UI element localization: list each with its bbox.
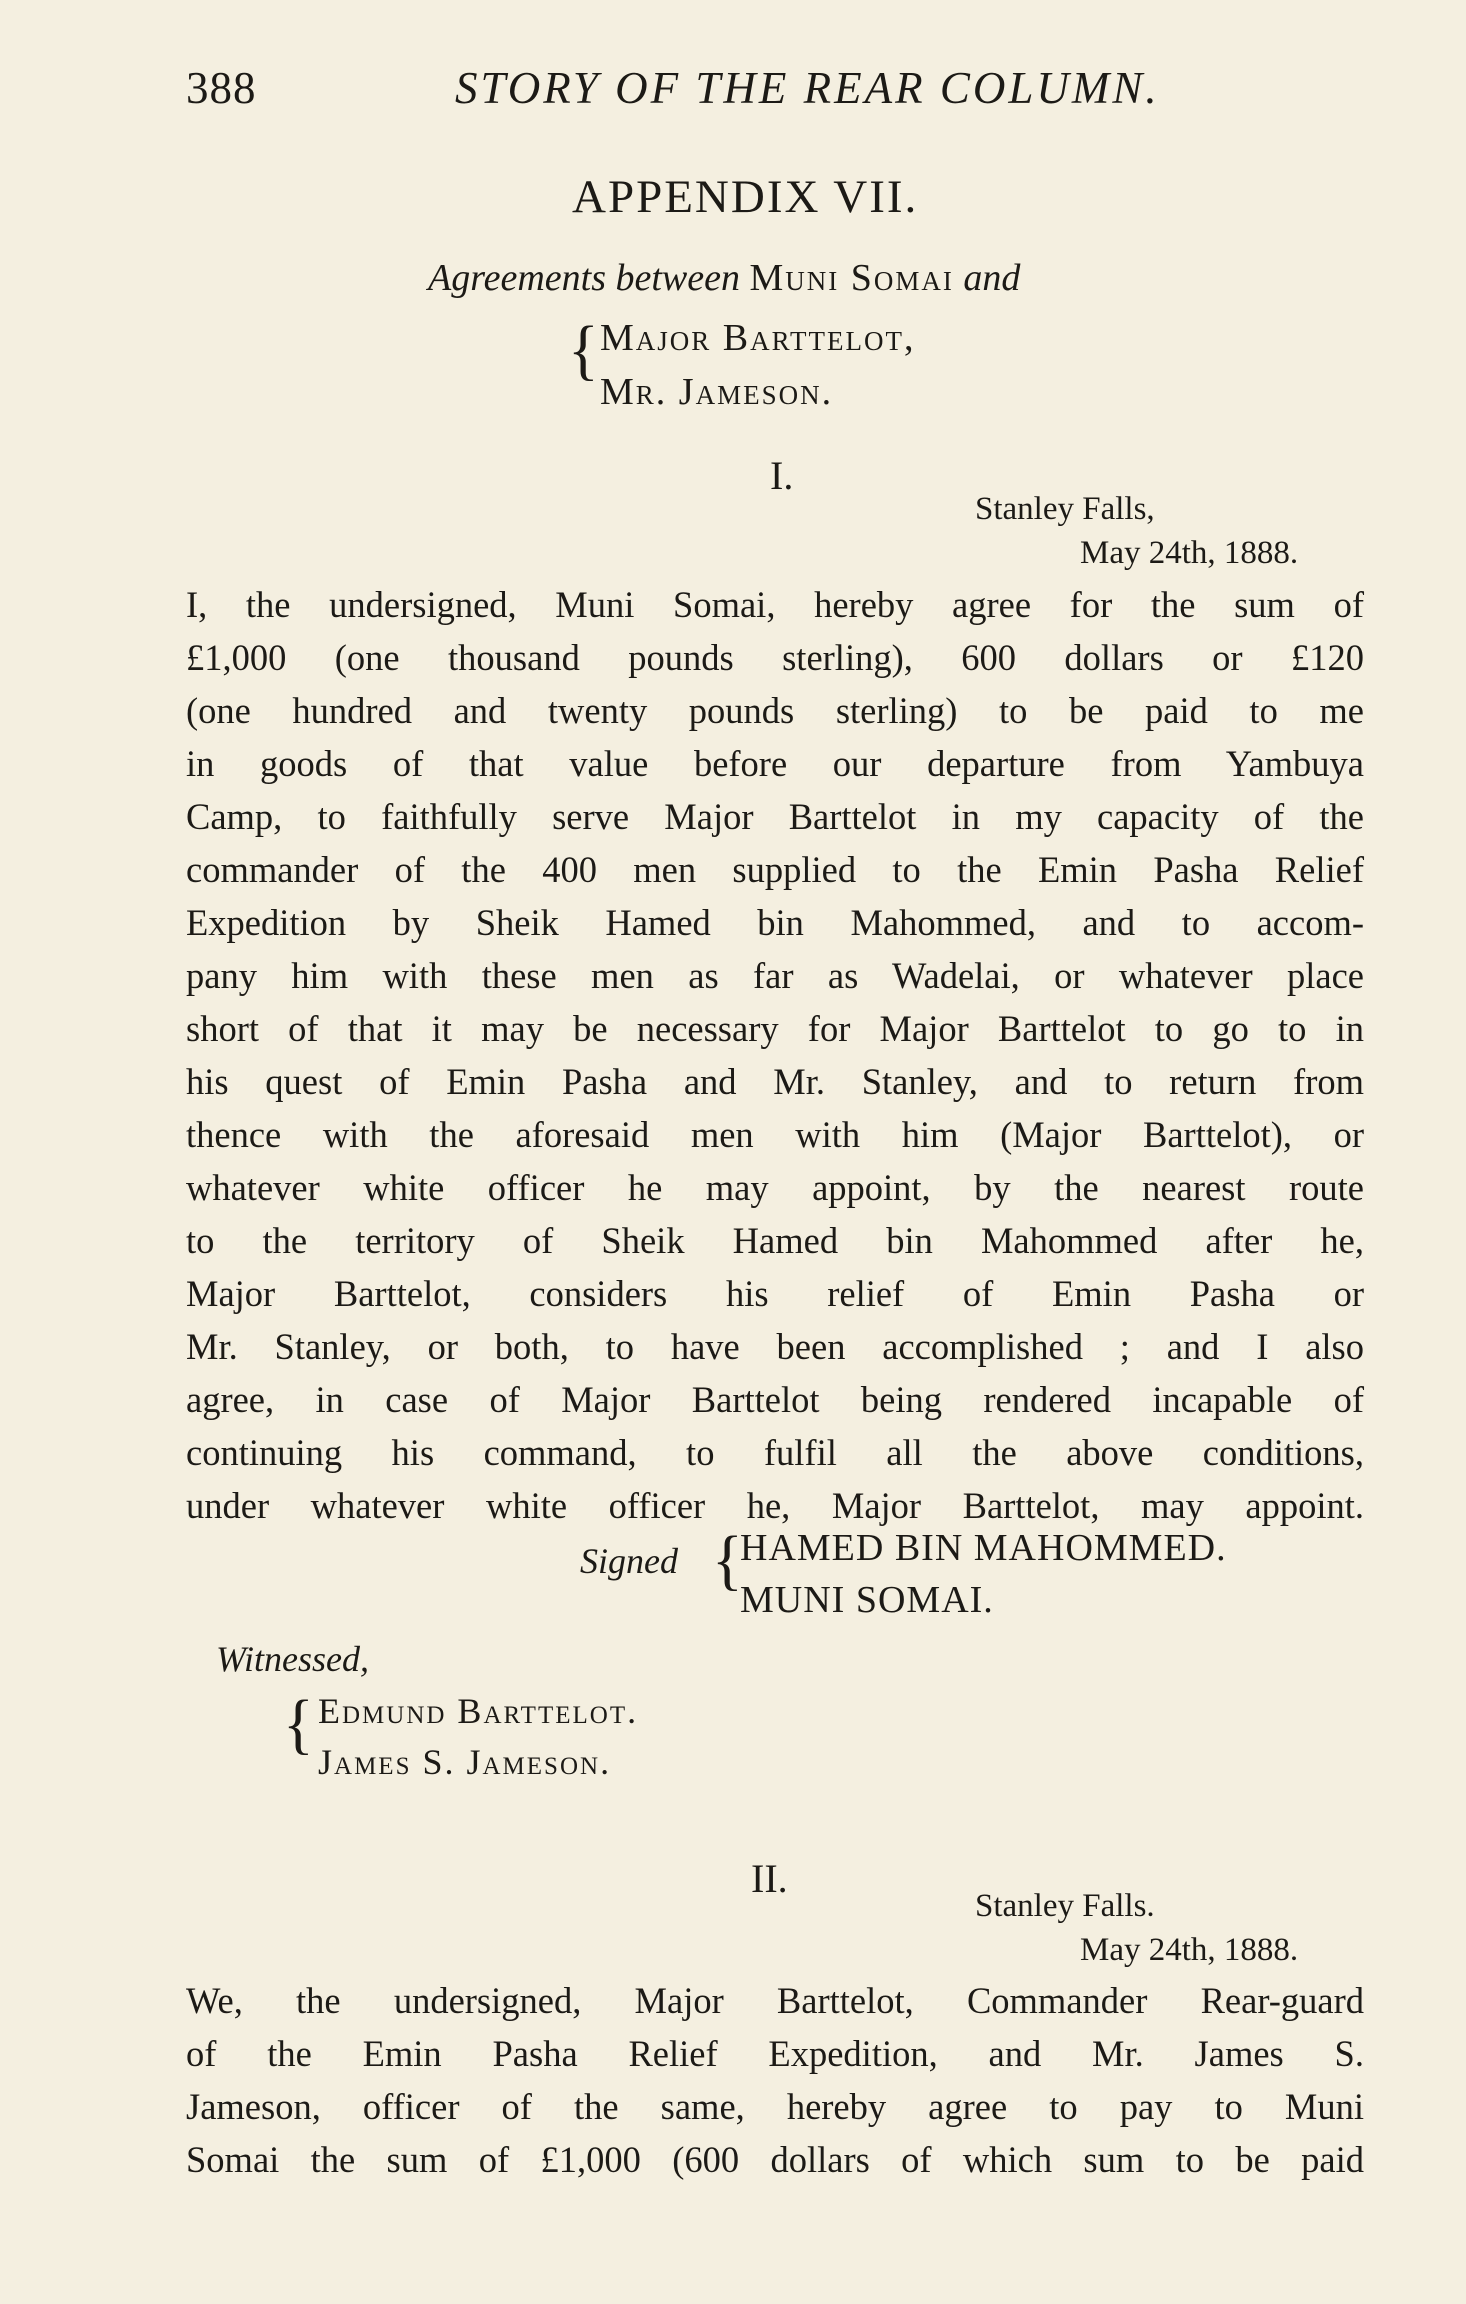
section-2-date: May 24th, 1888. — [1080, 1932, 1299, 1968]
section-1-place: Stanley Falls, — [975, 491, 1155, 527]
appendix-title: APPENDIX VII. — [572, 171, 919, 223]
section-number-2: II. — [751, 1856, 788, 1901]
text-line: continuing his command, to fulfil all the above conditions, — [186, 1432, 1364, 1473]
party-major-barttelot: Major Barttelot, — [600, 317, 916, 359]
signatory-muni-somai: MUNI SOMAI. — [740, 1579, 994, 1621]
text-line: Somai the sum of £1,000 (600 dollars of which sum to be paid — [186, 2139, 1364, 2180]
text-line: (one hundred and twenty pounds sterling) to be paid to me — [186, 690, 1364, 731]
subtitle-prefix: Agreements between — [428, 257, 740, 299]
party-brace: { — [568, 312, 599, 387]
text-line: whatever white officer he may appoint, by the nearest route — [186, 1167, 1364, 1208]
running-head: STORY OF THE REAR COLUMN. — [455, 63, 1160, 113]
text-line: £1,000 (one thousand pounds sterling), 600 dollars or £120 — [186, 637, 1364, 678]
page-number: 388 — [186, 63, 257, 113]
text-line: Camp, to faithfully serve Major Barttelot in my capacity of the — [186, 796, 1364, 837]
text-line: in goods of that value before our departure from Yambuya — [186, 743, 1364, 784]
section-number-1: I. — [770, 453, 794, 498]
text-line: commander of the 400 men supplied to the Emin Pasha Relief — [186, 849, 1364, 890]
text-line: I, the undersigned, Muni Somai, hereby agree for the sum of — [186, 584, 1364, 625]
section-2-place: Stanley Falls. — [975, 1888, 1155, 1924]
text-line: agree, in case of Major Barttelot being rendered incapable of — [186, 1379, 1364, 1420]
text-line: Major Barttelot, considers his relief of Emin Pasha or — [186, 1273, 1364, 1314]
agreement-1-text — [186, 578, 1364, 1532]
witnessed-label: Witnessed, — [216, 1639, 369, 1679]
signed-label: Signed — [580, 1541, 678, 1581]
witnesses-brace: { — [283, 1686, 314, 1761]
party-mr-jameson: Mr. Jameson. — [600, 371, 834, 413]
signatories-brace: { — [712, 1522, 743, 1597]
section-1-date: May 24th, 1888. — [1080, 535, 1299, 571]
witness-james-jameson: James S. Jameson. — [318, 1742, 612, 1782]
text-line: We, the undersigned, Major Barttelot, Commander Rear-guard — [186, 1980, 1364, 2021]
appendix-subtitle — [428, 256, 1020, 300]
signatory-hamed-bin-mahommed: HAMED BIN MAHOMMED. — [740, 1527, 1227, 1569]
text-line: short of that it may be necessary for Major Barttelot to go to in — [186, 1008, 1364, 1049]
text-line: of the Emin Pasha Relief Expedition, and Mr. James S. — [186, 2033, 1364, 2074]
text-line: Mr. Stanley, or both, to have been accomplished ; and I also — [186, 1326, 1364, 1367]
subtitle-name: Muni Somai — [749, 257, 954, 299]
text-line: thence with the aforesaid men with him (Major Barttelot), or — [186, 1114, 1364, 1155]
witness-edmund-barttelot: Edmund Barttelot. — [318, 1691, 639, 1731]
text-line: to the territory of Sheik Hamed bin Mahommed after he, — [186, 1220, 1364, 1261]
text-line: his quest of Emin Pasha and Mr. Stanley, and to return from — [186, 1061, 1364, 1102]
subtitle-suffix: and — [963, 257, 1021, 299]
agreement-2-text — [186, 1974, 1364, 2186]
text-line: under whatever white officer he, Major Barttelot, may appoint. — [186, 1485, 1364, 1526]
text-line: Expedition by Sheik Hamed bin Mahommed, and to accom- — [186, 902, 1364, 943]
text-line: pany him with these men as far as Wadelai, or whatever place — [186, 955, 1364, 996]
text-line: Jameson, officer of the same, hereby agree to pay to Muni — [186, 2086, 1364, 2127]
